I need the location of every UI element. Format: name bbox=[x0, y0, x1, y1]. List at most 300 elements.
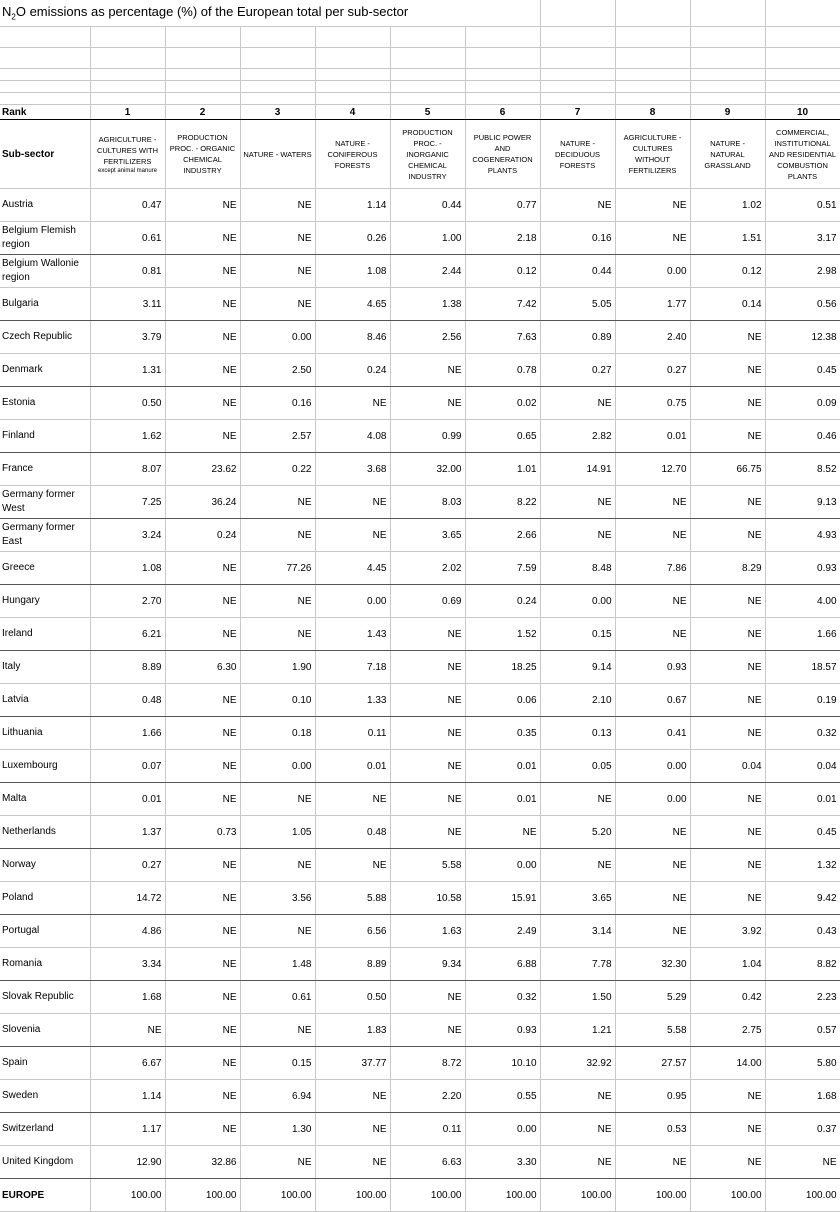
country-cell[interactable]: Norway bbox=[0, 849, 90, 882]
value-cell[interactable]: NE bbox=[240, 222, 315, 255]
value-cell[interactable]: NE bbox=[690, 783, 765, 816]
country-cell[interactable]: Germany former West bbox=[0, 486, 90, 519]
total-value-cell[interactable]: 100.00 bbox=[690, 1179, 765, 1212]
value-cell[interactable]: 0.00 bbox=[615, 255, 690, 288]
value-cell[interactable]: 0.32 bbox=[465, 981, 540, 1014]
cell[interactable] bbox=[165, 81, 240, 93]
value-cell[interactable]: 1.08 bbox=[315, 255, 390, 288]
value-cell[interactable]: 2.44 bbox=[390, 255, 465, 288]
value-cell[interactable]: 0.51 bbox=[765, 189, 840, 222]
value-cell[interactable]: 0.11 bbox=[390, 1113, 465, 1146]
value-cell[interactable]: 1.50 bbox=[540, 981, 615, 1014]
value-cell[interactable]: 32.00 bbox=[390, 453, 465, 486]
value-cell[interactable]: 0.24 bbox=[465, 585, 540, 618]
value-cell[interactable]: NE bbox=[165, 222, 240, 255]
value-cell[interactable]: 6.67 bbox=[90, 1047, 165, 1080]
value-cell[interactable]: 12.90 bbox=[90, 1146, 165, 1179]
value-cell[interactable]: 0.81 bbox=[90, 255, 165, 288]
value-cell[interactable]: 2.82 bbox=[540, 420, 615, 453]
country-cell[interactable]: United Kingdom bbox=[0, 1146, 90, 1179]
cell[interactable] bbox=[240, 27, 315, 48]
value-cell[interactable]: 14.00 bbox=[690, 1047, 765, 1080]
value-cell[interactable]: NE bbox=[315, 849, 390, 882]
value-cell[interactable]: 0.43 bbox=[765, 915, 840, 948]
value-cell[interactable]: 0.24 bbox=[315, 354, 390, 387]
subsector-header[interactable] bbox=[765, 120, 840, 189]
value-cell[interactable]: 0.16 bbox=[240, 387, 315, 420]
country-cell[interactable]: Belgium Flemish region bbox=[0, 222, 90, 255]
cell[interactable] bbox=[765, 48, 840, 69]
value-cell[interactable]: NE bbox=[690, 321, 765, 354]
value-cell[interactable]: 18.25 bbox=[465, 651, 540, 684]
value-cell[interactable]: 0.11 bbox=[315, 717, 390, 750]
rank-cell[interactable]: 5 bbox=[390, 105, 465, 120]
cell[interactable] bbox=[0, 48, 90, 69]
value-cell[interactable]: 0.46 bbox=[765, 420, 840, 453]
value-cell[interactable]: 15.91 bbox=[465, 882, 540, 915]
value-cell[interactable]: NE bbox=[390, 684, 465, 717]
value-cell[interactable]: 1.37 bbox=[90, 816, 165, 849]
value-cell[interactable]: NE bbox=[240, 288, 315, 321]
country-cell[interactable]: Estonia bbox=[0, 387, 90, 420]
value-cell[interactable]: NE bbox=[615, 486, 690, 519]
cell[interactable] bbox=[390, 81, 465, 93]
value-cell[interactable]: 8.03 bbox=[390, 486, 465, 519]
value-cell[interactable]: 0.37 bbox=[765, 1113, 840, 1146]
cell[interactable] bbox=[90, 27, 165, 48]
cell[interactable] bbox=[765, 27, 840, 48]
value-cell[interactable]: 5.58 bbox=[615, 1014, 690, 1047]
value-cell[interactable]: 0.00 bbox=[540, 585, 615, 618]
rank-cell[interactable]: 2 bbox=[165, 105, 240, 120]
value-cell[interactable]: 1.14 bbox=[90, 1080, 165, 1113]
value-cell[interactable]: NE bbox=[540, 1080, 615, 1113]
value-cell[interactable]: NE bbox=[240, 1014, 315, 1047]
cell[interactable] bbox=[390, 27, 465, 48]
country-cell[interactable]: Bulgaria bbox=[0, 288, 90, 321]
value-cell[interactable]: NE bbox=[540, 1146, 615, 1179]
value-cell[interactable]: 0.00 bbox=[465, 1113, 540, 1146]
value-cell[interactable]: NE bbox=[390, 651, 465, 684]
value-cell[interactable]: NE bbox=[540, 486, 615, 519]
subsector-label[interactable]: Sub-sector bbox=[0, 120, 90, 189]
value-cell[interactable]: 10.10 bbox=[465, 1047, 540, 1080]
value-cell[interactable]: NE bbox=[690, 1146, 765, 1179]
cell[interactable] bbox=[315, 69, 390, 81]
value-cell[interactable]: 0.77 bbox=[465, 189, 540, 222]
value-cell[interactable]: 0.01 bbox=[465, 750, 540, 783]
value-cell[interactable]: 0.35 bbox=[465, 717, 540, 750]
value-cell[interactable]: 0.01 bbox=[765, 783, 840, 816]
value-cell[interactable]: 0.10 bbox=[240, 684, 315, 717]
cell[interactable] bbox=[0, 69, 90, 81]
value-cell[interactable]: 2.57 bbox=[240, 420, 315, 453]
value-cell[interactable]: NE bbox=[315, 519, 390, 552]
cell[interactable] bbox=[765, 0, 840, 27]
value-cell[interactable]: 0.16 bbox=[540, 222, 615, 255]
country-cell[interactable]: Latvia bbox=[0, 684, 90, 717]
value-cell[interactable]: NE bbox=[615, 519, 690, 552]
value-cell[interactable]: 3.65 bbox=[540, 882, 615, 915]
value-cell[interactable]: 0.50 bbox=[315, 981, 390, 1014]
value-cell[interactable]: 1.90 bbox=[240, 651, 315, 684]
value-cell[interactable]: NE bbox=[165, 1113, 240, 1146]
cell[interactable] bbox=[690, 27, 765, 48]
value-cell[interactable]: 0.27 bbox=[90, 849, 165, 882]
value-cell[interactable]: NE bbox=[165, 255, 240, 288]
value-cell[interactable]: 1.66 bbox=[90, 717, 165, 750]
rank-cell[interactable]: 3 bbox=[240, 105, 315, 120]
value-cell[interactable]: 7.78 bbox=[540, 948, 615, 981]
cell[interactable] bbox=[540, 27, 615, 48]
value-cell[interactable]: NE bbox=[165, 849, 240, 882]
value-cell[interactable]: 0.13 bbox=[540, 717, 615, 750]
value-cell[interactable]: 0.04 bbox=[765, 750, 840, 783]
cell[interactable] bbox=[465, 69, 540, 81]
value-cell[interactable]: 0.15 bbox=[540, 618, 615, 651]
country-cell[interactable]: Hungary bbox=[0, 585, 90, 618]
value-cell[interactable]: NE bbox=[615, 915, 690, 948]
value-cell[interactable]: 0.02 bbox=[465, 387, 540, 420]
value-cell[interactable]: 7.42 bbox=[465, 288, 540, 321]
value-cell[interactable]: 0.48 bbox=[315, 816, 390, 849]
value-cell[interactable]: 5.05 bbox=[540, 288, 615, 321]
cell[interactable] bbox=[165, 69, 240, 81]
value-cell[interactable]: 8.22 bbox=[465, 486, 540, 519]
value-cell[interactable]: NE bbox=[690, 354, 765, 387]
cell[interactable] bbox=[0, 27, 90, 48]
value-cell[interactable]: 3.56 bbox=[240, 882, 315, 915]
value-cell[interactable]: NE bbox=[315, 387, 390, 420]
country-cell[interactable]: Netherlands bbox=[0, 816, 90, 849]
value-cell[interactable]: 0.01 bbox=[315, 750, 390, 783]
rank-cell[interactable]: 4 bbox=[315, 105, 390, 120]
value-cell[interactable]: NE bbox=[690, 420, 765, 453]
value-cell[interactable]: NE bbox=[165, 750, 240, 783]
country-cell[interactable]: Luxembourg bbox=[0, 750, 90, 783]
value-cell[interactable]: 0.56 bbox=[765, 288, 840, 321]
value-cell[interactable]: 8.82 bbox=[765, 948, 840, 981]
value-cell[interactable]: 0.44 bbox=[390, 189, 465, 222]
cell[interactable] bbox=[315, 27, 390, 48]
subsector-header[interactable] bbox=[540, 120, 615, 189]
value-cell[interactable]: 0.93 bbox=[615, 651, 690, 684]
value-cell[interactable]: 7.86 bbox=[615, 552, 690, 585]
country-cell[interactable]: France bbox=[0, 453, 90, 486]
value-cell[interactable]: 9.42 bbox=[765, 882, 840, 915]
value-cell[interactable]: 0.47 bbox=[90, 189, 165, 222]
country-cell[interactable]: Malta bbox=[0, 783, 90, 816]
value-cell[interactable]: 18.57 bbox=[765, 651, 840, 684]
value-cell[interactable]: NE bbox=[615, 222, 690, 255]
value-cell[interactable]: 0.89 bbox=[540, 321, 615, 354]
cell[interactable] bbox=[315, 81, 390, 93]
rank-cell[interactable]: 9 bbox=[690, 105, 765, 120]
value-cell[interactable]: 1.52 bbox=[465, 618, 540, 651]
value-cell[interactable]: 0.04 bbox=[690, 750, 765, 783]
value-cell[interactable]: 6.56 bbox=[315, 915, 390, 948]
value-cell[interactable]: 0.42 bbox=[690, 981, 765, 1014]
cell[interactable] bbox=[165, 48, 240, 69]
value-cell[interactable]: NE bbox=[165, 915, 240, 948]
value-cell[interactable]: 0.41 bbox=[615, 717, 690, 750]
value-cell[interactable]: NE bbox=[240, 915, 315, 948]
value-cell[interactable]: 0.00 bbox=[615, 750, 690, 783]
value-cell[interactable]: 0.32 bbox=[765, 717, 840, 750]
value-cell[interactable]: 0.45 bbox=[765, 816, 840, 849]
value-cell[interactable]: NE bbox=[615, 1146, 690, 1179]
value-cell[interactable]: 8.89 bbox=[315, 948, 390, 981]
value-cell[interactable]: 1.33 bbox=[315, 684, 390, 717]
value-cell[interactable]: 1.01 bbox=[465, 453, 540, 486]
value-cell[interactable]: 23.62 bbox=[165, 453, 240, 486]
value-cell[interactable]: NE bbox=[240, 255, 315, 288]
cell[interactable] bbox=[240, 69, 315, 81]
value-cell[interactable]: 14.72 bbox=[90, 882, 165, 915]
country-cell[interactable]: Czech Republic bbox=[0, 321, 90, 354]
value-cell[interactable]: 1.66 bbox=[765, 618, 840, 651]
value-cell[interactable]: NE bbox=[240, 585, 315, 618]
value-cell[interactable]: 0.65 bbox=[465, 420, 540, 453]
value-cell[interactable]: 3.24 bbox=[90, 519, 165, 552]
value-cell[interactable]: NE bbox=[765, 1146, 840, 1179]
value-cell[interactable]: NE bbox=[390, 783, 465, 816]
value-cell[interactable]: 0.00 bbox=[315, 585, 390, 618]
value-cell[interactable]: 0.06 bbox=[465, 684, 540, 717]
value-cell[interactable]: NE bbox=[390, 981, 465, 1014]
value-cell[interactable]: 1.43 bbox=[315, 618, 390, 651]
total-value-cell[interactable]: 100.00 bbox=[240, 1179, 315, 1212]
value-cell[interactable]: 0.12 bbox=[690, 255, 765, 288]
value-cell[interactable]: NE bbox=[240, 189, 315, 222]
cell[interactable] bbox=[615, 93, 690, 105]
country-cell[interactable]: Finland bbox=[0, 420, 90, 453]
value-cell[interactable]: 8.48 bbox=[540, 552, 615, 585]
value-cell[interactable]: 9.14 bbox=[540, 651, 615, 684]
rank-cell[interactable]: 10 bbox=[765, 105, 840, 120]
value-cell[interactable]: 0.95 bbox=[615, 1080, 690, 1113]
cell[interactable] bbox=[240, 81, 315, 93]
value-cell[interactable]: 12.70 bbox=[615, 453, 690, 486]
value-cell[interactable]: 0.00 bbox=[240, 750, 315, 783]
value-cell[interactable]: 0.73 bbox=[165, 816, 240, 849]
value-cell[interactable]: 0.18 bbox=[240, 717, 315, 750]
value-cell[interactable]: 1.17 bbox=[90, 1113, 165, 1146]
value-cell[interactable]: 5.80 bbox=[765, 1047, 840, 1080]
value-cell[interactable]: NE bbox=[615, 585, 690, 618]
cell[interactable] bbox=[540, 0, 615, 27]
value-cell[interactable]: NE bbox=[540, 189, 615, 222]
value-cell[interactable]: NE bbox=[615, 849, 690, 882]
value-cell[interactable]: 37.77 bbox=[315, 1047, 390, 1080]
value-cell[interactable]: NE bbox=[690, 882, 765, 915]
cell[interactable] bbox=[390, 69, 465, 81]
value-cell[interactable]: NE bbox=[165, 288, 240, 321]
value-cell[interactable]: 6.63 bbox=[390, 1146, 465, 1179]
value-cell[interactable]: NE bbox=[165, 684, 240, 717]
cell[interactable] bbox=[315, 48, 390, 69]
value-cell[interactable]: 36.24 bbox=[165, 486, 240, 519]
value-cell[interactable]: 2.50 bbox=[240, 354, 315, 387]
value-cell[interactable]: 0.45 bbox=[765, 354, 840, 387]
value-cell[interactable]: 0.48 bbox=[90, 684, 165, 717]
cell[interactable] bbox=[315, 93, 390, 105]
value-cell[interactable]: 8.89 bbox=[90, 651, 165, 684]
value-cell[interactable]: NE bbox=[615, 618, 690, 651]
value-cell[interactable]: 5.29 bbox=[615, 981, 690, 1014]
value-cell[interactable]: 0.61 bbox=[90, 222, 165, 255]
value-cell[interactable]: 0.78 bbox=[465, 354, 540, 387]
country-cell[interactable]: Spain bbox=[0, 1047, 90, 1080]
value-cell[interactable]: NE bbox=[690, 849, 765, 882]
value-cell[interactable]: 12.38 bbox=[765, 321, 840, 354]
total-value-cell[interactable]: 100.00 bbox=[765, 1179, 840, 1212]
value-cell[interactable]: NE bbox=[165, 420, 240, 453]
value-cell[interactable]: 0.01 bbox=[90, 783, 165, 816]
cell[interactable] bbox=[465, 93, 540, 105]
value-cell[interactable]: 0.00 bbox=[240, 321, 315, 354]
total-value-cell[interactable]: 100.00 bbox=[540, 1179, 615, 1212]
cell[interactable] bbox=[540, 81, 615, 93]
value-cell[interactable]: 4.08 bbox=[315, 420, 390, 453]
value-cell[interactable]: NE bbox=[240, 486, 315, 519]
value-cell[interactable]: 1.62 bbox=[90, 420, 165, 453]
value-cell[interactable]: 0.07 bbox=[90, 750, 165, 783]
value-cell[interactable]: 0.15 bbox=[240, 1047, 315, 1080]
value-cell[interactable]: 2.10 bbox=[540, 684, 615, 717]
value-cell[interactable]: NE bbox=[690, 486, 765, 519]
value-cell[interactable]: NE bbox=[540, 783, 615, 816]
cell[interactable] bbox=[690, 69, 765, 81]
value-cell[interactable]: NE bbox=[690, 1113, 765, 1146]
value-cell[interactable]: NE bbox=[390, 816, 465, 849]
value-cell[interactable]: 1.02 bbox=[690, 189, 765, 222]
cell[interactable] bbox=[90, 48, 165, 69]
cell[interactable] bbox=[615, 69, 690, 81]
value-cell[interactable]: 0.27 bbox=[615, 354, 690, 387]
value-cell[interactable]: 0.57 bbox=[765, 1014, 840, 1047]
value-cell[interactable]: 8.72 bbox=[390, 1047, 465, 1080]
total-value-cell[interactable]: 100.00 bbox=[615, 1179, 690, 1212]
value-cell[interactable]: NE bbox=[390, 1014, 465, 1047]
value-cell[interactable]: NE bbox=[390, 750, 465, 783]
cell[interactable] bbox=[465, 27, 540, 48]
value-cell[interactable]: NE bbox=[690, 585, 765, 618]
value-cell[interactable]: NE bbox=[90, 1014, 165, 1047]
value-cell[interactable]: 3.17 bbox=[765, 222, 840, 255]
value-cell[interactable]: 0.55 bbox=[465, 1080, 540, 1113]
value-cell[interactable]: 0.50 bbox=[90, 387, 165, 420]
value-cell[interactable]: 0.44 bbox=[540, 255, 615, 288]
cell[interactable] bbox=[240, 93, 315, 105]
value-cell[interactable]: NE bbox=[390, 618, 465, 651]
value-cell[interactable]: 1.48 bbox=[240, 948, 315, 981]
country-cell[interactable]: Italy bbox=[0, 651, 90, 684]
value-cell[interactable]: 3.11 bbox=[90, 288, 165, 321]
subsector-header[interactable] bbox=[90, 120, 165, 189]
value-cell[interactable]: NE bbox=[240, 849, 315, 882]
country-cell[interactable]: Sweden bbox=[0, 1080, 90, 1113]
cell[interactable] bbox=[240, 48, 315, 69]
value-cell[interactable]: NE bbox=[465, 816, 540, 849]
value-cell[interactable]: 3.30 bbox=[465, 1146, 540, 1179]
cell[interactable] bbox=[465, 81, 540, 93]
value-cell[interactable]: 2.18 bbox=[465, 222, 540, 255]
value-cell[interactable]: NE bbox=[315, 486, 390, 519]
value-cell[interactable]: NE bbox=[315, 1146, 390, 1179]
value-cell[interactable]: 0.24 bbox=[165, 519, 240, 552]
value-cell[interactable]: 0.19 bbox=[765, 684, 840, 717]
value-cell[interactable]: 5.58 bbox=[390, 849, 465, 882]
value-cell[interactable]: 2.98 bbox=[765, 255, 840, 288]
value-cell[interactable]: 0.14 bbox=[690, 288, 765, 321]
value-cell[interactable]: 6.21 bbox=[90, 618, 165, 651]
cell[interactable] bbox=[165, 27, 240, 48]
value-cell[interactable]: 2.49 bbox=[465, 915, 540, 948]
value-cell[interactable]: 4.93 bbox=[765, 519, 840, 552]
value-cell[interactable]: 1.08 bbox=[90, 552, 165, 585]
value-cell[interactable]: 2.02 bbox=[390, 552, 465, 585]
value-cell[interactable]: NE bbox=[540, 1113, 615, 1146]
rank-cell[interactable]: 1 bbox=[90, 105, 165, 120]
total-value-cell[interactable]: 100.00 bbox=[165, 1179, 240, 1212]
value-cell[interactable]: NE bbox=[540, 849, 615, 882]
value-cell[interactable]: NE bbox=[690, 618, 765, 651]
cell[interactable] bbox=[0, 93, 90, 105]
value-cell[interactable]: 5.88 bbox=[315, 882, 390, 915]
cell[interactable] bbox=[0, 81, 90, 93]
value-cell[interactable]: 7.63 bbox=[465, 321, 540, 354]
value-cell[interactable]: NE bbox=[390, 354, 465, 387]
value-cell[interactable]: NE bbox=[165, 981, 240, 1014]
value-cell[interactable]: 9.13 bbox=[765, 486, 840, 519]
value-cell[interactable]: NE bbox=[240, 519, 315, 552]
subsector-header[interactable] bbox=[240, 120, 315, 189]
cell[interactable] bbox=[390, 93, 465, 105]
value-cell[interactable]: 9.34 bbox=[390, 948, 465, 981]
country-cell[interactable]: Austria bbox=[0, 189, 90, 222]
cell[interactable] bbox=[90, 81, 165, 93]
value-cell[interactable]: 1.32 bbox=[765, 849, 840, 882]
value-cell[interactable]: NE bbox=[690, 387, 765, 420]
value-cell[interactable]: 1.38 bbox=[390, 288, 465, 321]
value-cell[interactable]: NE bbox=[690, 816, 765, 849]
total-value-cell[interactable]: 100.00 bbox=[465, 1179, 540, 1212]
cell[interactable] bbox=[765, 69, 840, 81]
value-cell[interactable]: NE bbox=[315, 1113, 390, 1146]
value-cell[interactable]: 1.68 bbox=[90, 981, 165, 1014]
cell[interactable] bbox=[690, 81, 765, 93]
value-cell[interactable]: 7.18 bbox=[315, 651, 390, 684]
rank-cell[interactable]: 8 bbox=[615, 105, 690, 120]
value-cell[interactable]: NE bbox=[540, 387, 615, 420]
cell[interactable] bbox=[765, 93, 840, 105]
country-cell[interactable]: Lithuania bbox=[0, 717, 90, 750]
rank-cell[interactable]: 7 bbox=[540, 105, 615, 120]
value-cell[interactable]: 2.56 bbox=[390, 321, 465, 354]
value-cell[interactable]: NE bbox=[315, 783, 390, 816]
value-cell[interactable]: 0.93 bbox=[765, 552, 840, 585]
value-cell[interactable]: 0.09 bbox=[765, 387, 840, 420]
value-cell[interactable]: 32.92 bbox=[540, 1047, 615, 1080]
value-cell[interactable]: NE bbox=[165, 717, 240, 750]
value-cell[interactable]: NE bbox=[165, 1014, 240, 1047]
country-cell[interactable]: Belgium Wallonie region bbox=[0, 255, 90, 288]
value-cell[interactable]: NE bbox=[240, 618, 315, 651]
cell[interactable] bbox=[690, 48, 765, 69]
value-cell[interactable]: NE bbox=[165, 321, 240, 354]
cell[interactable] bbox=[690, 93, 765, 105]
